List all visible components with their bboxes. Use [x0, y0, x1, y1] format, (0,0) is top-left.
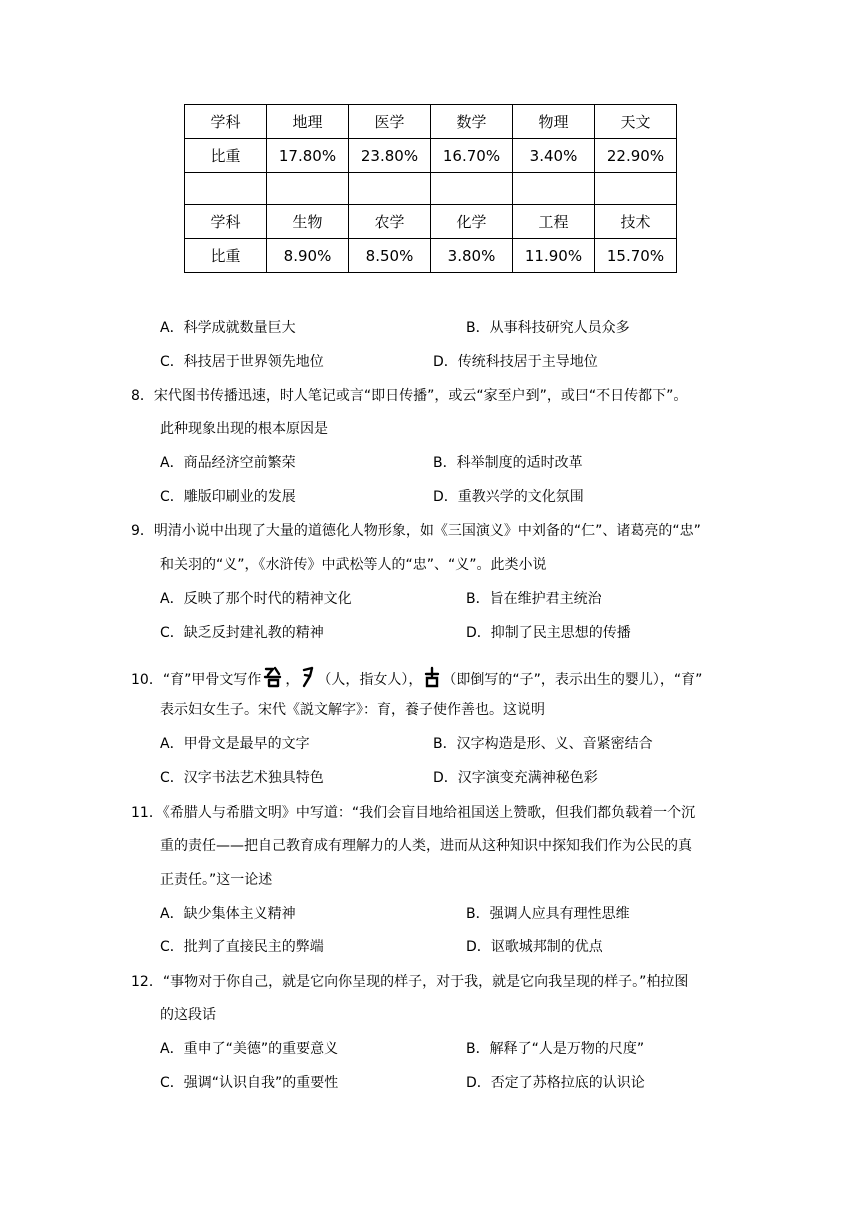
table-cell: 技术: [595, 205, 677, 239]
q12-stem-line2: 的这段话: [160, 1007, 216, 1023]
q10-text-part2: ，: [285, 672, 300, 688]
table-row: [185, 205, 677, 239]
table-cell: 比重: [185, 239, 267, 273]
q12-option-c: C．强调“认识自我”的重要性: [160, 1075, 339, 1091]
table-row: [185, 105, 677, 139]
table-row: [185, 239, 677, 273]
table-cell: 3.80%: [431, 239, 513, 273]
table-cell: 学科: [185, 205, 267, 239]
q7-option-b: B．从事科技研究人员众多: [466, 320, 630, 336]
table-cell: [185, 173, 267, 205]
table-row: [185, 139, 677, 173]
table-cell: [431, 173, 513, 205]
q7-option-c: C．科技居于世界领先地位: [160, 354, 324, 370]
q11-stem-line1: 11．《希腊人与希腊文明》中写道：“我们会盲目地给祖国送上赞歌，但我们都负载着一个沉: [131, 805, 696, 821]
table-cell: 3.40%: [513, 139, 595, 173]
table-cell: [513, 173, 595, 205]
q11-stem-line3: 正责任。”这一论述: [160, 872, 273, 888]
table-cell: 8.90%: [267, 239, 349, 273]
table-cell: 物理: [513, 105, 595, 139]
q11-option-d: D．讴歌城邦制的优点: [466, 939, 603, 955]
q10-option-a: A．甲骨文是最早的文字: [160, 736, 310, 752]
table-cell: 22.90%: [595, 139, 677, 173]
oracle-bone-woman-glyph-icon: [301, 666, 315, 694]
q11-option-b: B．强调人应具有理性思维: [466, 906, 630, 922]
q9-stem-line2: 和关羽的“义”，《水浒传》中武松等人的“忠”、“义”。此类小说: [160, 557, 547, 573]
table-cell: 地理: [267, 105, 349, 139]
q10-text-part1: 10．“育”甲骨文写作: [131, 672, 262, 688]
q8-option-c: C．雕版印刷业的发展: [160, 489, 296, 505]
subject-proportion-table: [184, 104, 677, 273]
table-cell: 化学: [431, 205, 513, 239]
table-cell: 天文: [595, 105, 677, 139]
table-cell: 11.90%: [513, 239, 595, 273]
table-cell: 8.50%: [349, 239, 431, 273]
q10-stem-line1: [131, 666, 702, 694]
q12-option-b: B．解释了“人是万物的尺度”: [466, 1041, 645, 1057]
table-cell: [267, 173, 349, 205]
q8-option-a: A．商品经济空前繁荣: [160, 455, 296, 471]
table-cell: 15.70%: [595, 239, 677, 273]
q11-option-a: A．缺少集体主义精神: [160, 906, 296, 922]
q10-option-b: B．汉字构造是形、义、音紧密结合: [433, 736, 653, 752]
table-cell: 医学: [349, 105, 431, 139]
oracle-bone-yu-glyph-icon: [263, 666, 283, 694]
q10-option-d: D．汉字演变充满神秘色彩: [433, 770, 598, 786]
table-cell: 16.70%: [431, 139, 513, 173]
table-cell: 比重: [185, 139, 267, 173]
q10-text-part3: （人，指女人），: [317, 672, 423, 688]
table-row-blank: [185, 173, 677, 205]
q12-option-a: A．重申了“美德”的重要意义: [160, 1041, 339, 1057]
q11-option-c: C．批判了直接民主的弊端: [160, 939, 324, 955]
q8-stem-line1: 8．宋代图书传播迅速，时人笔记或言“即日传播”，或云“家至户到”，或曰“不日传都下”。: [131, 388, 688, 404]
oracle-bone-inverted-child-glyph-icon: [424, 666, 440, 694]
table-cell: [595, 173, 677, 205]
q11-stem-line2: 重的责任——把自己教育成有理解力的人类，进而从这种知识中探知我们作为公民的真: [160, 838, 692, 854]
table-cell: 农学: [349, 205, 431, 239]
q9-option-b: B．旨在维护君主统治: [466, 591, 602, 607]
table-cell: [349, 173, 431, 205]
q9-option-d: D．抑制了民主思想的传播: [466, 625, 631, 641]
q8-stem-line2: 此种现象出现的根本原因是: [160, 421, 328, 437]
q9-option-c: C．缺乏反封建礼教的精神: [160, 625, 324, 641]
q7-option-d: D．传统科技居于主导地位: [433, 354, 598, 370]
q8-option-b: B．科举制度的适时改革: [433, 455, 583, 471]
table-cell: 23.80%: [349, 139, 431, 173]
q12-stem-line1: 12．“事物对于你自己，就是它向你呈现的样子，对于我，就是它向我呈现的样子。”柏拉图: [131, 974, 689, 990]
table-cell: 生物: [267, 205, 349, 239]
table-cell: 数学: [431, 105, 513, 139]
q7-option-a: A．科学成就数量巨大: [160, 320, 296, 336]
q10-text-part4: （即倒写的“子”，表示出生的婴儿），“育”: [442, 672, 703, 688]
q8-option-d: D．重教兴学的文化氛围: [433, 489, 584, 505]
q9-stem-line1: 9．明清小说中出现了大量的道德化人物形象，如《三国演义》中刘备的“仁”、诸葛亮的“忠”: [131, 523, 701, 539]
q10-stem-line2: 表示妇女生子。宋代《説文解字》：育，養子使作善也。这说明: [160, 702, 545, 718]
table-cell: 学科: [185, 105, 267, 139]
q12-option-d: D．否定了苏格拉底的认识论: [466, 1075, 645, 1091]
q9-option-a: A．反映了那个时代的精神文化: [160, 591, 352, 607]
q10-option-c: C．汉字书法艺术独具特色: [160, 770, 324, 786]
table-cell: 17.80%: [267, 139, 349, 173]
table-cell: 工程: [513, 205, 595, 239]
